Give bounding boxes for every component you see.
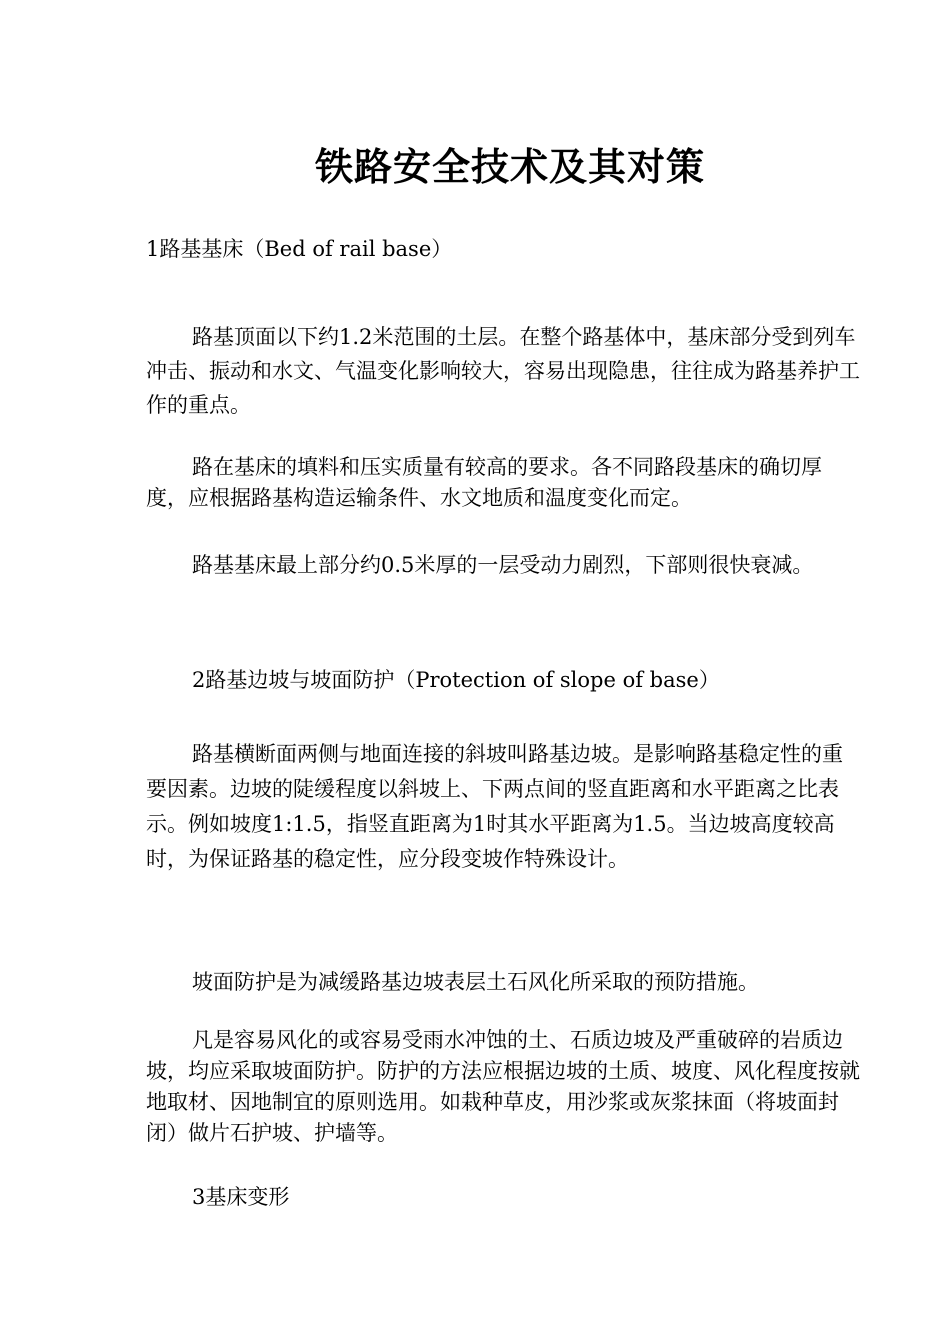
section-2-heading: 2路基边坡与坡面防护（Protection of slope of base）	[192, 668, 720, 692]
paragraph-6: 凡是容易风化的或容易受雨水冲蚀的土、石质边坡及严重破碎的岩质边坡，均应采取坡面防护。防护的方法应根据边坡的土质、坡度、风化程度按就地取材、因地制宜的原则选用。如栽种草皮，用沙浆或灰浆抹面（将坡面封闭）做片石护坡、护墙等。	[146, 1028, 860, 1145]
section-1-heading: 1路基基床（Bed of rail base）	[146, 237, 453, 261]
paragraph-5: 坡面防护是为减缓路基边坡表层土石风化所采取的预防措施。	[192, 970, 759, 994]
document-title: 铁路安全技术及其对策	[314, 144, 705, 189]
paragraph-4: 路基横断面两侧与地面连接的斜坡叫路基边坡。是影响路基稳定性的重要因素。边坡的陡缓程度以斜坡上、下两点间的竖直距离和水平距离之比表示。例如坡度1:1.5，指竖直距离为1时其水平距离为1.5。当边坡高度较高时，为保证路基的稳定性，应分段变坡作特殊设计。	[146, 742, 843, 871]
paragraph-1: 路基顶面以下约1.2米范围的土层。在整个路基体中，基床部分受到列车冲击、振动和水文、气温变化影响较大，容易出现隐患，往往成为路基养护工作的重点。	[146, 325, 860, 417]
section-3-heading: 3基床变形	[192, 1185, 290, 1209]
paragraph-3: 路基基床最上部分约0.5米厚的一层受动力剧烈，下部则很快衰减。	[192, 553, 814, 577]
paragraph-2: 路在基床的填料和压实质量有较高的要求。各不同路段基床的确切厚度，应根据路基构造运输条件、水文地质和温度变化而定。	[146, 455, 822, 510]
